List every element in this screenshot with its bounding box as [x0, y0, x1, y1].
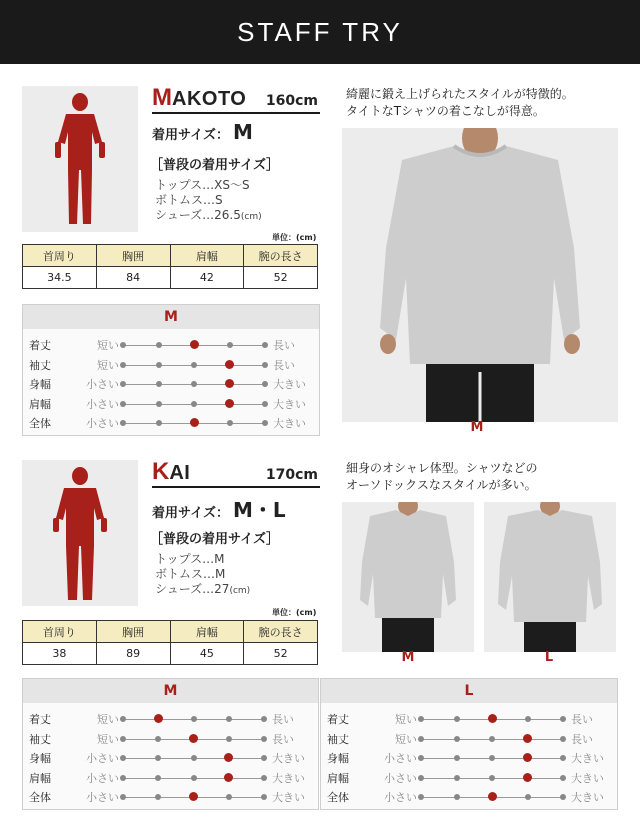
- staff-silhouette-kai: [22, 460, 138, 606]
- name-rest: AI: [169, 462, 191, 484]
- usual-sizes-kai: [155, 552, 250, 599]
- fit-panel: [22, 678, 319, 810]
- table-header-row: [23, 245, 318, 267]
- usual-tops: トップス…M: [155, 552, 225, 566]
- table-header-cell: 胸囲: [96, 245, 170, 267]
- fit-scale-tick: [120, 342, 126, 348]
- fit-scale-row: [23, 374, 319, 393]
- fit-scale-tick: [418, 775, 424, 781]
- fit-scale-tick: [120, 736, 126, 742]
- fit-scale-high-label: 大きい: [273, 417, 306, 430]
- fit-scale-tick: [191, 401, 197, 407]
- fit-scale-tick: [191, 362, 197, 368]
- fit-size-label: M: [23, 679, 318, 703]
- fit-scale-tick: [120, 420, 126, 426]
- sweatshirt-photo: [342, 502, 474, 652]
- table-header-cell: 腕の長さ: [244, 621, 318, 643]
- fit-scale-low-label: 小さい: [384, 771, 417, 785]
- fit-scale-tick: [156, 362, 162, 368]
- fit-scale-tick: [261, 716, 267, 722]
- staff-height: 160cm: [265, 93, 318, 109]
- sweatshirt-photo: [484, 502, 616, 652]
- fit-scale-tick: [262, 381, 268, 387]
- fit-scale-label: 肩幅: [29, 397, 51, 411]
- fit-scale-low-label: 小さい: [86, 752, 119, 765]
- wear-size-makoto: [152, 120, 253, 144]
- fit-panel: [22, 304, 320, 436]
- usual-size-title: ［普段の着用サイズ］: [150, 158, 279, 173]
- wear-size-label: 着用サイズ：: [152, 506, 229, 521]
- fit-scale-tick: [120, 794, 126, 800]
- photo-size-label: L: [544, 650, 554, 665]
- usual-tops: トップス…XS〜S: [155, 178, 250, 192]
- staff-photo-kai-l: [484, 502, 616, 652]
- fit-scale-tick: [120, 755, 126, 761]
- fit-scale-tick: [227, 420, 233, 426]
- fit-scale-row: [23, 355, 319, 374]
- fit-scale-label: 袖丈: [29, 358, 51, 372]
- fit-scale-low-label: 短い: [97, 732, 119, 746]
- staff-name-kai: [152, 458, 320, 488]
- fit-scale-marker: [190, 418, 199, 427]
- staff-photo-makoto-m: [342, 128, 618, 422]
- person-silhouette-icon: [22, 86, 138, 232]
- staff-description-makoto: 綺麗に鍛え上げられたスタイルが特徴的。 タイトなTシャツの着こなしが得意。: [346, 87, 574, 118]
- fit-scale-tick: [191, 755, 197, 761]
- wear-size-kai: [152, 494, 286, 523]
- fit-scale-low-label: 小さい: [86, 417, 119, 430]
- fit-scale-tick: [560, 716, 566, 722]
- fit-scale-tick: [155, 736, 161, 742]
- fit-scale-row: [321, 729, 617, 748]
- fit-scale-tick: [226, 736, 232, 742]
- fit-scale-tick: [454, 755, 460, 761]
- fit-scale-marker: [225, 379, 234, 388]
- fit-scale-tick: [262, 342, 268, 348]
- table-header-row: [23, 621, 318, 643]
- table-header-cell: 肩幅: [170, 245, 244, 267]
- fit-scale-marker: [523, 734, 532, 743]
- person-silhouette-icon: [22, 460, 138, 606]
- name-rest: AKOTO: [172, 88, 247, 110]
- fit-scale-low-label: 小さい: [86, 397, 119, 411]
- fit-scale-tick: [120, 775, 126, 781]
- fit-scale-low-label: 短い: [395, 713, 417, 726]
- table-header-cell: 首周り: [23, 621, 97, 643]
- fit-scale-tick: [489, 775, 495, 781]
- fit-scale-marker: [189, 734, 198, 743]
- fit-scale-tick: [156, 342, 162, 348]
- fit-scale-low-label: 短い: [97, 713, 119, 726]
- fit-scale-label: 身幅: [327, 752, 349, 765]
- fit-scale-low-label: 小さい: [86, 378, 119, 391]
- fit-scale-row: [321, 787, 617, 806]
- sweatshirt-photo: [342, 128, 618, 422]
- fit-scale-tick: [261, 736, 267, 742]
- fit-scale-row: [23, 729, 318, 748]
- fit-scale-row: [23, 768, 318, 787]
- fit-scale-marker: [224, 773, 233, 782]
- table-cell: 45: [170, 643, 244, 665]
- fit-scale-tick: [560, 775, 566, 781]
- fit-scale-tick: [120, 381, 126, 387]
- fit-scale-marker: [488, 714, 497, 723]
- table-cell: 89: [96, 643, 170, 665]
- fit-scale-low-label: 小さい: [384, 752, 417, 765]
- fit-scale-tick: [454, 794, 460, 800]
- fit-scale-label: 全体: [327, 791, 349, 804]
- fit-scale-high-label: 大きい: [272, 752, 305, 765]
- measurement-table-kai: [22, 620, 318, 665]
- fit-scale-label: 全体: [29, 791, 51, 804]
- fit-scale-high-label: 大きい: [273, 397, 306, 411]
- fit-size-label: M: [23, 305, 319, 329]
- fit-scale-high-label: 大きい: [272, 771, 305, 785]
- fit-scale-row: [23, 335, 319, 354]
- fit-scale-tick: [226, 794, 232, 800]
- fit-scale-marker: [523, 773, 532, 782]
- fit-scale-tick: [156, 401, 162, 407]
- fit-scale-tick: [156, 381, 162, 387]
- fit-scale-row: [23, 709, 318, 728]
- fit-scale-row: [321, 709, 617, 728]
- usual-shoes: シューズ…26.5(cm): [155, 208, 262, 222]
- table-header-cell: 首周り: [23, 245, 97, 267]
- fit-scale-high-label: 大きい: [571, 752, 604, 765]
- fit-scale-tick: [418, 794, 424, 800]
- fit-scale-tick: [489, 755, 495, 761]
- fit-scale-tick: [155, 775, 161, 781]
- fit-scale-label: 全体: [29, 417, 51, 430]
- unit-label: 単位：(cm): [272, 233, 317, 242]
- unit-label: 単位：(cm): [272, 608, 317, 617]
- usual-sizes-makoto: [155, 178, 262, 225]
- staff-name-makoto: [152, 84, 320, 114]
- photo-size-label: M: [470, 420, 484, 435]
- fit-scale-low-label: 小さい: [384, 791, 417, 804]
- usual-shoes: シューズ…27(cm): [155, 582, 251, 596]
- fit-scale-marker: [190, 340, 199, 349]
- usual-size-title: ［普段の着用サイズ］: [150, 532, 279, 547]
- table-header-cell: 肩幅: [170, 621, 244, 643]
- fit-scale-tick: [418, 716, 424, 722]
- fit-scale-tick: [191, 775, 197, 781]
- fit-scale-high-label: 長い: [273, 339, 295, 352]
- fit-scale-tick: [191, 381, 197, 387]
- fit-scale-low-label: 小さい: [86, 771, 119, 785]
- fit-scale-tick: [262, 420, 268, 426]
- fit-scale-high-label: 長い: [272, 713, 294, 726]
- name-initial: M: [152, 84, 172, 111]
- fit-scale-tick: [261, 755, 267, 761]
- fit-scale-high-label: 大きい: [272, 791, 305, 804]
- staff-photo-kai-m: [342, 502, 474, 652]
- fit-size-label: L: [321, 679, 617, 703]
- fit-scale-marker: [225, 360, 234, 369]
- fit-scale-marker: [224, 753, 233, 762]
- fit-scale-tick: [227, 342, 233, 348]
- fit-scale-tick: [120, 401, 126, 407]
- fit-scale-row: [23, 787, 318, 806]
- usual-bottoms: ボトムス…M: [155, 567, 226, 581]
- fit-scale-tick: [525, 716, 531, 722]
- usual-bottoms: ボトムス…S: [155, 193, 223, 207]
- fit-panel: [320, 678, 618, 810]
- fit-scale-tick: [262, 401, 268, 407]
- fit-scale-tick: [226, 716, 232, 722]
- name-initial: K: [152, 458, 170, 485]
- fit-scale-row: [23, 394, 319, 413]
- fit-scale-tick: [418, 736, 424, 742]
- fit-scale-tick: [560, 736, 566, 742]
- fit-scale-marker: [189, 792, 198, 801]
- fit-scale-tick: [418, 755, 424, 761]
- fit-scale-label: 肩幅: [29, 771, 51, 785]
- fit-scale-label: 肩幅: [327, 771, 349, 785]
- table-header-cell: 胸囲: [96, 621, 170, 643]
- measurement-table-makoto: [22, 244, 318, 289]
- fit-scale-tick: [560, 794, 566, 800]
- fit-scale-marker: [523, 753, 532, 762]
- fit-scale-tick: [454, 716, 460, 722]
- table-cell: 84: [96, 267, 170, 289]
- fit-scale-low-label: 小さい: [86, 791, 119, 804]
- table-row: [23, 267, 318, 289]
- table-row: [23, 643, 318, 665]
- fit-scale-row: [23, 413, 319, 432]
- fit-scale-low-label: 短い: [395, 732, 417, 746]
- fit-scale-label: 着丈: [29, 713, 51, 726]
- fit-scale-marker: [154, 714, 163, 723]
- fit-scale-tick: [120, 362, 126, 368]
- fit-scale-high-label: 長い: [571, 732, 593, 746]
- fit-scale-label: 着丈: [327, 713, 349, 726]
- table-cell: 52: [244, 267, 318, 289]
- staff-description-kai: 細身のオシャレ体型。シャツなどの オーソドックスなスタイルが多い。: [346, 461, 538, 492]
- fit-scale-high-label: 長い: [273, 358, 295, 372]
- fit-scale-tick: [155, 794, 161, 800]
- photo-size-label: M: [401, 650, 415, 665]
- fit-scale-tick: [156, 420, 162, 426]
- fit-scale-high-label: 大きい: [571, 791, 604, 804]
- fit-scale-tick: [489, 736, 495, 742]
- fit-scale-tick: [560, 755, 566, 761]
- table-cell: 52: [244, 643, 318, 665]
- wear-size-value: M: [232, 120, 253, 144]
- fit-scale-label: 袖丈: [29, 732, 51, 746]
- fit-scale-low-label: 短い: [97, 358, 119, 372]
- staff-silhouette-makoto: [22, 86, 138, 232]
- fit-scale-tick: [261, 794, 267, 800]
- fit-scale-tick: [454, 775, 460, 781]
- fit-scale-tick: [155, 755, 161, 761]
- fit-scale-row: [321, 748, 617, 767]
- fit-scale-tick: [454, 736, 460, 742]
- fit-scale-high-label: 長い: [272, 732, 294, 746]
- fit-scale-marker: [488, 792, 497, 801]
- table-header-cell: 腕の長さ: [244, 245, 318, 267]
- fit-scale-low-label: 短い: [97, 339, 119, 352]
- fit-scale-tick: [120, 716, 126, 722]
- fit-scale-high-label: 長い: [571, 713, 593, 726]
- fit-scale-label: 身幅: [29, 378, 51, 391]
- fit-scale-label: 身幅: [29, 752, 51, 765]
- fit-scale-marker: [225, 399, 234, 408]
- fit-scale-row: [321, 768, 617, 787]
- fit-scale-tick: [525, 794, 531, 800]
- page-header: [0, 0, 640, 64]
- table-cell: 42: [170, 267, 244, 289]
- fit-scale-high-label: 大きい: [571, 771, 604, 785]
- fit-scale-tick: [191, 716, 197, 722]
- fit-scale-row: [23, 748, 318, 767]
- fit-scale-high-label: 大きい: [273, 378, 306, 391]
- fit-scale-label: 着丈: [29, 339, 51, 352]
- wear-size-value: M・L: [232, 498, 286, 522]
- fit-scale-tick: [262, 362, 268, 368]
- table-cell: 34.5: [23, 267, 97, 289]
- fit-scale-tick: [261, 775, 267, 781]
- wear-size-label: 着用サイズ：: [152, 128, 229, 143]
- fit-scale-label: 袖丈: [327, 732, 349, 746]
- staff-height: 170cm: [265, 467, 318, 483]
- table-cell: 38: [23, 643, 97, 665]
- page-title: STAFF TRY: [237, 16, 403, 47]
